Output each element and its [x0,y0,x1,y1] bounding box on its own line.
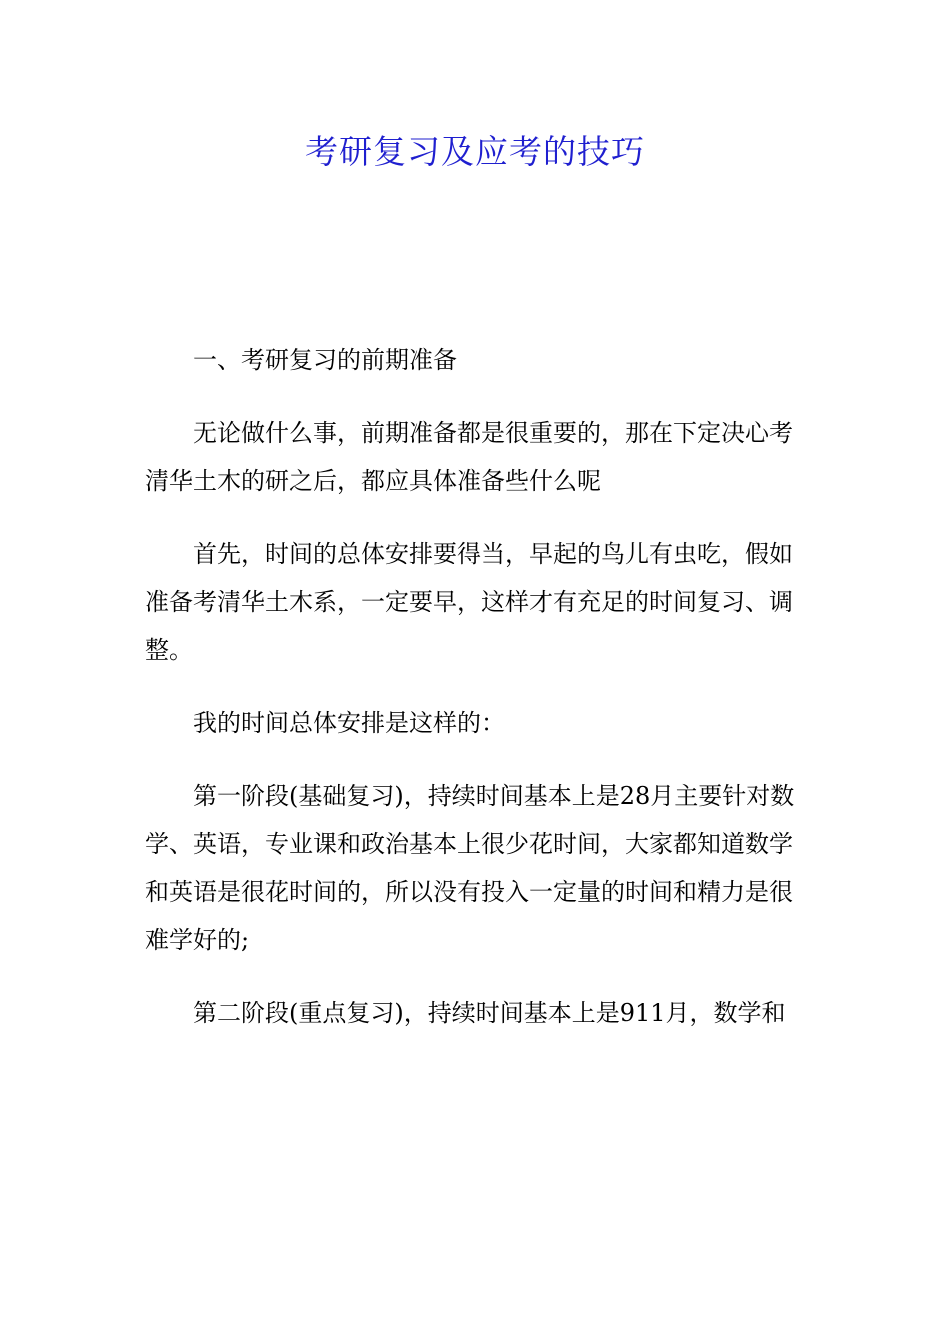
section-heading: 一、考研复习的前期准备 [193,346,457,374]
document-title: 考研复习及应考的技巧 [305,132,645,171]
paragraph: 无论做什么事，前期准备都是很重要的，那在下定决心考清华土木的研之后，都应具体准备些什么呢 [145,419,793,495]
paragraph: 第一阶段(基础复习)，持续时间基本上是28月主要针对数学、英语，专业课和政治基本上很少花时间，大家都知道数学和英语是很花时间的，所以没有投入一定量的时间和精力是很难学好的; [145,782,795,954]
document-body [145,336,809,1062]
paragraph: 首先，时间的总体安排要得当，早起的鸟儿有虫吃，假如准备考清华土木系，一定要早，这样才有充足的时间复习、调整。 [145,540,793,664]
paragraph: 我的时间总体安排是这样的： [193,709,505,737]
paragraph: 第二阶段(重点复习)，持续时间基本上是911月，数学和 [193,999,786,1027]
